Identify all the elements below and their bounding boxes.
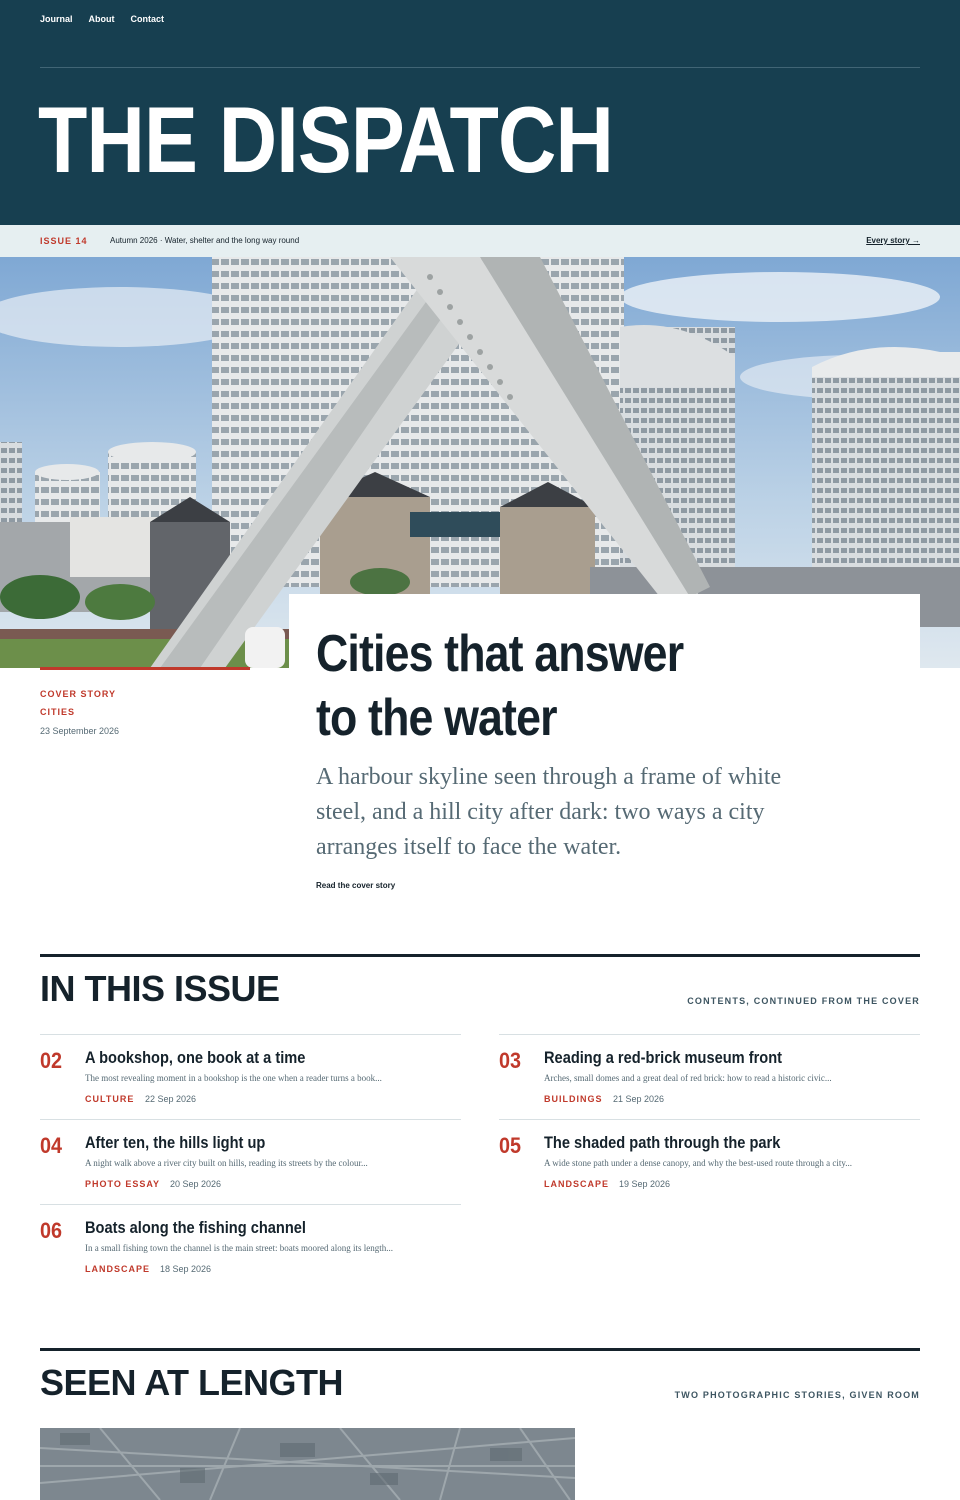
site-title[interactable]: THE DISPATCH (38, 87, 614, 192)
story-number: 02 (40, 1048, 63, 1073)
story-excerpt: In a small fishing town the channel is the main street: boats moored along its length... (85, 1243, 393, 1253)
story-category[interactable]: CULTURE (85, 1094, 135, 1104)
list-item[interactable] (40, 1034, 461, 1119)
story-category[interactable]: LANDSCAPE (544, 1179, 610, 1189)
masthead (0, 0, 960, 225)
story-title[interactable]: A bookshop, one book at a time (85, 1048, 306, 1067)
story-excerpt: Arches, small domes and a great deal of red brick: how to read a historic civic... (544, 1073, 832, 1083)
story-excerpt: A night walk above a river city built on hills, reading its streets by the colour... (85, 1158, 368, 1168)
feature-image[interactable] (40, 1428, 575, 1500)
story-date: 20 Sep 2026 (170, 1179, 222, 1189)
top-nav (40, 14, 164, 24)
cover-category[interactable]: CITIES (40, 707, 76, 717)
story-title[interactable]: After ten, the hills light up (85, 1133, 266, 1152)
story-category[interactable]: BUILDINGS (544, 1094, 603, 1104)
cover-kicker: COVER STORY (40, 689, 117, 699)
nav-journal[interactable]: Journal (40, 14, 73, 24)
section-title-in-this-issue: IN THIS ISSUE (40, 968, 280, 1009)
story-date: 22 Sep 2026 (145, 1094, 197, 1104)
every-story-link[interactable]: Every story → (866, 236, 920, 245)
story-number: 03 (499, 1048, 522, 1073)
story-number: 04 (40, 1133, 63, 1158)
cover-accent-rule (40, 667, 250, 670)
story-date: 21 Sep 2026 (613, 1094, 665, 1104)
story-title[interactable]: Boats along the fishing channel (85, 1218, 306, 1237)
story-number: 06 (40, 1218, 63, 1243)
list-item[interactable] (499, 1034, 920, 1119)
cover-deck: A harbour skyline seen through a frame of white steel, and a hill city after dark: two ways a city arranges itself to face the water. (316, 764, 782, 860)
story-number: 05 (499, 1133, 522, 1158)
story-title[interactable]: The shaded path through the park (544, 1133, 781, 1152)
story-category[interactable]: PHOTO ESSAY (85, 1179, 161, 1189)
section-rule (40, 954, 920, 957)
story-title[interactable]: Reading a red-brick museum front (544, 1048, 783, 1067)
list-item[interactable] (40, 1119, 461, 1204)
story-category[interactable]: LANDSCAPE (85, 1264, 151, 1274)
cover-date: 23 September 2026 (40, 726, 120, 736)
read-cover-story-link[interactable]: Read the cover story (316, 881, 396, 890)
list-item[interactable] (40, 1204, 461, 1289)
cover-title[interactable]: Cities that answer to the water (316, 625, 684, 747)
section-title-seen-at-length: SEEN AT LENGTH (40, 1362, 344, 1403)
nav-contact[interactable]: Contact (130, 14, 165, 24)
masthead-divider (40, 67, 920, 68)
list-item[interactable] (499, 1119, 920, 1204)
story-excerpt: A wide stone path under a dense canopy, and why the best-used route through a city... (544, 1158, 852, 1168)
issue-bar (0, 225, 960, 257)
issue-description: Autumn 2026 · Water, shelter and the long way round (110, 236, 300, 245)
section-note: CONTENTS, CONTINUED FROM THE COVER (687, 996, 920, 1006)
story-date: 18 Sep 2026 (160, 1264, 212, 1274)
story-excerpt: The most revealing moment in a bookshop is the one when a reader turns a book... (85, 1073, 382, 1083)
section-note: TWO PHOTOGRAPHIC STORIES, GIVEN ROOM (674, 1390, 920, 1400)
nav-about[interactable]: About (88, 14, 115, 24)
issue-number: ISSUE 14 (40, 236, 88, 246)
story-date: 19 Sep 2026 (619, 1179, 671, 1189)
section-rule (40, 1348, 920, 1351)
